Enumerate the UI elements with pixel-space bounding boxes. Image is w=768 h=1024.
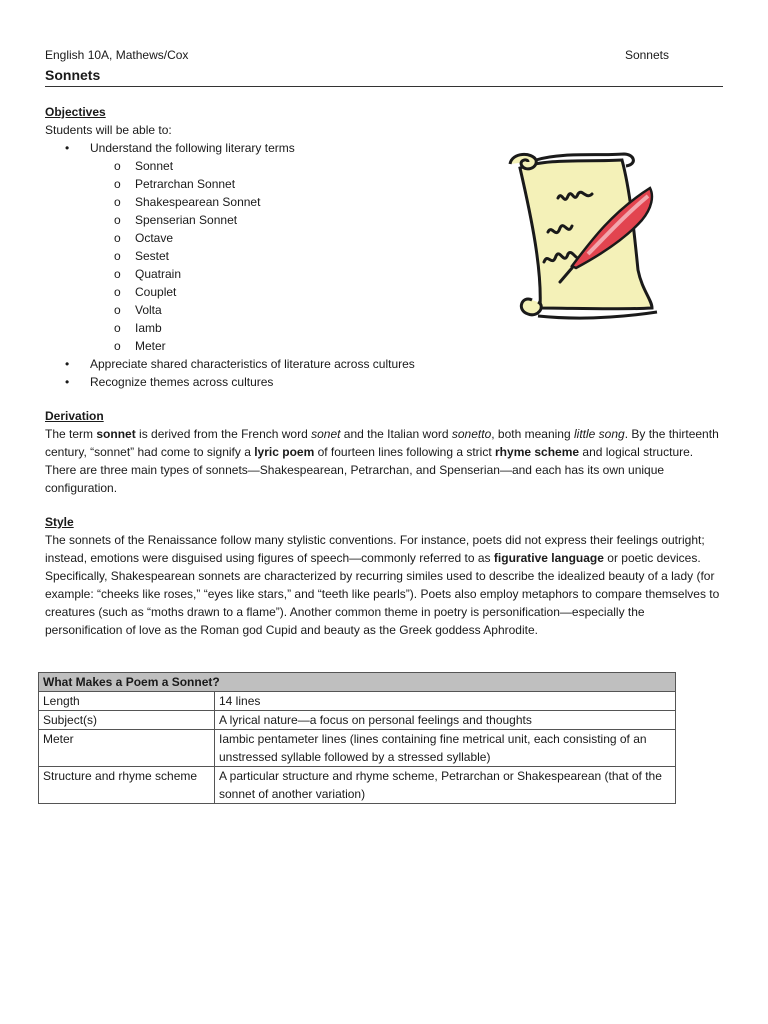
text-run: and logical structure. There are three main types of sonnets—Shakespearean, Petrarchan, and Spenserian—and each has its own unique configuration. xyxy=(45,445,694,495)
scroll-quill-icon xyxy=(502,150,667,325)
row-label: Meter xyxy=(39,730,215,767)
text-run: is derived from the French word xyxy=(135,427,312,441)
page-header xyxy=(45,46,723,64)
row-value: Iambic pentameter lines (lines containing fine metrical unit, each consisting of an unstressed syllable followed by a stressed syllable) xyxy=(215,730,676,767)
style-paragraph xyxy=(45,531,723,639)
derivation-heading: Derivation xyxy=(45,409,104,423)
text-run: and the Italian word xyxy=(340,427,452,441)
text-run: The sonnets of the Renaissance follow many stylistic conventions. For instance, poets did not express their feelings outright; instead, emotions were disguised using figures of speech—commonly referred to as xyxy=(45,533,705,565)
term-italic: sonet xyxy=(311,427,341,441)
objective-item: • Appreciate shared characteristics of literature across cultures xyxy=(45,355,723,373)
term-item: o Petrarchan Sonnet xyxy=(90,175,723,193)
term-item: o Meter xyxy=(90,337,723,355)
document-page xyxy=(43,46,723,801)
term-bold: rhyme scheme xyxy=(495,445,580,459)
term-item: o Sonnet xyxy=(90,157,723,175)
course-label: English 10A, Mathews/Cox xyxy=(45,48,189,62)
table-row xyxy=(39,692,676,711)
row-value: 14 lines xyxy=(215,692,676,711)
objectives-heading: Objectives xyxy=(45,105,106,119)
term-item: o Sestet xyxy=(90,247,723,265)
text-run: The term xyxy=(45,427,97,441)
term-italic: little song xyxy=(573,427,625,441)
term-item: o Volta xyxy=(90,301,723,319)
row-value: A particular structure and rhyme scheme, Petrarchan or Shakespearean (that of the sonnet of another variation) xyxy=(215,767,676,804)
term-item: o Quatrain xyxy=(90,265,723,283)
style-heading: Style xyxy=(45,515,74,529)
row-label: Structure and rhyme scheme xyxy=(39,767,215,804)
header-divider xyxy=(45,86,723,87)
text-run: , both meaning xyxy=(491,427,574,441)
text-run: of fourteen lines following a strict xyxy=(314,445,496,459)
table-row xyxy=(39,767,676,804)
term-item: o Iamb xyxy=(90,319,723,337)
term-item: o Shakespearean Sonnet xyxy=(90,193,723,211)
term-bold: figurative language xyxy=(493,551,604,565)
header-topic: Sonnets xyxy=(624,48,669,62)
row-label: Subject(s) xyxy=(39,711,215,730)
table-row xyxy=(39,730,676,767)
term-italic: sonetto xyxy=(451,427,492,441)
derivation-paragraph xyxy=(45,425,723,497)
row-label: Length xyxy=(39,692,215,711)
term-item: o Couplet xyxy=(90,283,723,301)
row-value: A lyrical nature—a focus on personal feelings and thoughts xyxy=(215,711,676,730)
objectives-intro: Students will be able to: xyxy=(45,123,172,137)
term-bold: lyric poem xyxy=(254,445,315,459)
table-header-row xyxy=(39,673,676,692)
term-item: o Octave xyxy=(90,229,723,247)
table-row xyxy=(39,711,676,730)
term-bold: sonnet xyxy=(96,427,136,441)
objective-text: Understand the following literary terms xyxy=(90,141,295,155)
text-run: or poetic devices. Specifically, Shakespearean sonnets are characterized by recurring similes used to describe the idealized beauty of a lady (for example: “cheeks like roses,” “eyes like stars,” and “teeth like pearls”). Poets also employ metaphors to compare themselves to creatures (such as “moths drawn to a flame”). Another common theme in poetry is personification—especially the personification of love as the Roman god Cupid and beauty as the Greek goddess Aphrodite. xyxy=(45,551,720,637)
text-run: . By the thirteenth century, “sonnet” had come to signify a xyxy=(45,427,719,459)
sonnet-table xyxy=(38,672,676,804)
term-item: o Spenserian Sonnet xyxy=(90,211,723,229)
page-title: Sonnets xyxy=(45,67,101,83)
objective-item: • Recognize themes across cultures xyxy=(45,373,723,391)
table-heading: What Makes a Poem a Sonnet? xyxy=(39,673,676,692)
